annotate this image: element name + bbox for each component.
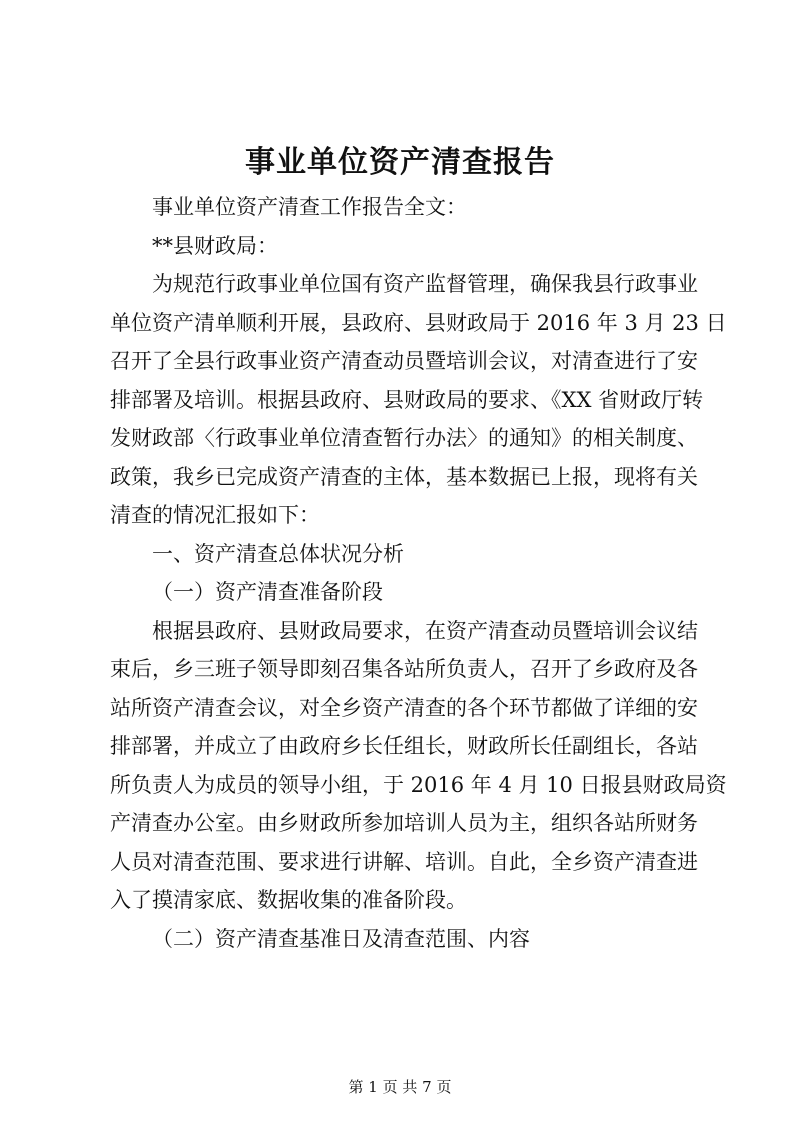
paragraph-line: 排部署，并成立了由政府乡长任组长，财政所长任副组长，各站 <box>110 734 698 758</box>
paragraph-line: 入了摸清家底、数据收集的准备阶段。 <box>110 888 467 912</box>
page-number: 第 1 页 共 7 页 <box>348 1078 452 1096</box>
paragraph-line: 排部署及培训。根据县政府、县财政局的要求、《XX 省财政厅转 <box>110 387 704 412</box>
document-body <box>110 188 727 958</box>
document-title: 事业单位资产清查报告 <box>245 145 555 180</box>
paragraph-line: 单位资产清单顺利开展，县政府、县财政局于 2016 年 3 月 23 日 <box>110 310 727 335</box>
paragraph-line: 根据县政府、县财政局要求，在资产清查动员暨培训会议结 <box>152 618 698 643</box>
paragraph-line: 产清查办公室。由乡财政所参加培训人员为主，组织各站所财务 <box>110 811 698 835</box>
paragraph-line: 束后，乡三班子领导即刻召集各站所负责人，召开了乡政府及各 <box>110 657 698 681</box>
paragraph-line: 所负责人为成员的领导小组，于 2016 年 4 月 10 日报县财政局资 <box>110 772 727 797</box>
subsection-heading: （二）资产清查基准日及清查范围、内容 <box>152 926 530 951</box>
subsection-heading: （一）资产清查准备阶段 <box>152 580 383 604</box>
salutation-line: **县财政局： <box>152 233 278 258</box>
section-heading: 一、资产清查总体状况分析 <box>152 541 404 566</box>
paragraph-line: 发财政部〈行政事业单位清查暂行办法〉的通知》的相关制度、 <box>110 426 698 450</box>
intro-line: 事业单位资产清查工作报告全文： <box>152 195 467 219</box>
paragraph-line: 人员对清查范围、要求进行讲解、培训。自此，全乡资产清查进 <box>110 849 698 874</box>
paragraph-line: 为规范行政事业单位国有资产监督管理，确保我县行政事业 <box>152 272 698 296</box>
paragraph-line: 清查的情况汇报如下： <box>110 503 320 527</box>
paragraph-line: 站所资产清查会议，对全乡资产清查的各个环节都做了详细的安 <box>110 695 698 720</box>
paragraph-line: 政策，我乡已完成资产清查的主体，基本数据已上报，现将有关 <box>110 464 698 489</box>
paragraph-line: 召开了全县行政事业资产清查动员暨培训会议，对清查进行了安 <box>110 349 698 373</box>
